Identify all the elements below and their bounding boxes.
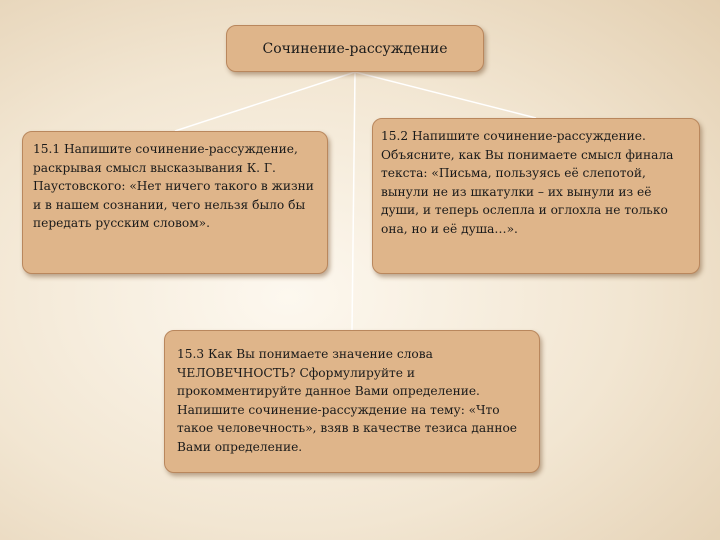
connector-to-task-1 bbox=[175, 72, 355, 131]
connector-to-task-3 bbox=[352, 72, 355, 330]
task-text-15-1: 15.1 Напишите сочинение-рассуждение, раскрывая смысл высказывания К. Г. Паустовского: «Нет ничего такого в жизни и в нашем сознании, чего нельзя было бы передать русским словом». bbox=[33, 142, 314, 231]
title-box bbox=[226, 25, 484, 72]
task-text-15-3: 15.3 Как Вы понимаете значение слова ЧЕЛОВЕЧНОСТЬ? Сформулируйте и прокомментируйте данное Вами определение. Напишите сочинение-рассуждение на тему: «Что такое человечность», взяв в качестве тезиса данное Вами определение. bbox=[177, 347, 517, 454]
connector-to-task-2 bbox=[355, 72, 536, 118]
diagram-title: Сочинение-рассуждение bbox=[262, 40, 448, 57]
task-text-15-2: 15.2 Напишите сочинение-рассуждение. Объясните, как Вы понимаете смысл финала текста: «Письма, пользуясь её слепотой, вынули не из шкатулки – их вынули из её души, и теперь ослепла и оглохла не только она, но и её душа…». bbox=[381, 129, 674, 236]
task-box-15-3 bbox=[164, 330, 540, 473]
task-box-15-1 bbox=[22, 131, 328, 274]
task-box-15-2 bbox=[372, 118, 700, 274]
